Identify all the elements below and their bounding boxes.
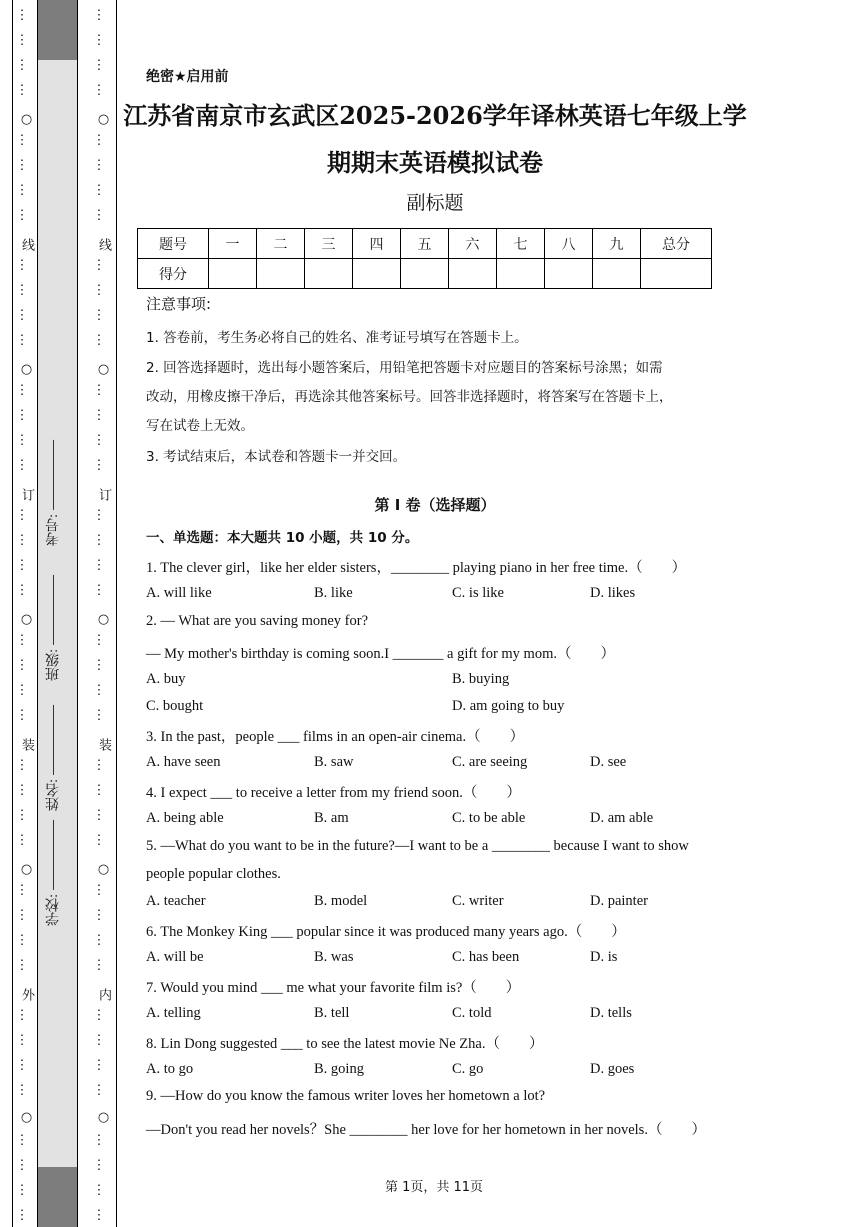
- field-exam-number[interactable]: 考号:: [44, 440, 72, 546]
- inner-margin-dots: ⋮: [92, 1082, 106, 1097]
- outer-margin-dots: ⋮: [15, 1182, 29, 1197]
- secret-mark: 绝密★启用前: [146, 69, 229, 85]
- outer-margin-dots: ⋮: [15, 657, 29, 672]
- question-8-option-a[interactable]: A. to go: [146, 1061, 194, 1077]
- question-2-stem: 2. — What are you saving money for?: [146, 613, 369, 629]
- outer-margin-mark: ○: [19, 112, 34, 127]
- subtitle: 副标题: [406, 192, 464, 214]
- question-8-option-d[interactable]: D. goes: [590, 1061, 635, 1077]
- outer-margin-dots: ⋮: [15, 432, 29, 447]
- inner-margin-dots: ⋮: [92, 1132, 106, 1147]
- outer-margin-mark: 装: [19, 738, 34, 751]
- question-4-stem: 4. I expect ___ to receive a letter from my friend soon.（ ）: [146, 785, 521, 801]
- question-4-option-d[interactable]: D. am able: [590, 810, 654, 826]
- score-input-cell[interactable]: [545, 259, 593, 289]
- inner-margin-mark: 线: [96, 238, 111, 251]
- inner-margin-dots: ⋮: [92, 257, 106, 272]
- inner-margin-dots: ⋮: [92, 32, 106, 47]
- question-3-stem: 3. In the past，people ___ films in an open-air cinema.（ ）: [146, 729, 525, 745]
- outer-margin-mark: ○: [19, 612, 34, 627]
- question-6-option-a[interactable]: A. will be: [146, 949, 204, 965]
- question-5-option-b[interactable]: B. model: [314, 893, 368, 909]
- inner-margin-dots: ⋮: [92, 882, 106, 897]
- margin-rule-right: [116, 0, 117, 1227]
- score-cell: 九: [593, 229, 641, 259]
- question-8-option-c[interactable]: C. go: [452, 1061, 484, 1077]
- inner-margin-mark: ○: [96, 362, 111, 377]
- inner-margin-dots: ⋮: [92, 757, 106, 772]
- inner-margin-mark: ○: [96, 612, 111, 627]
- outer-margin-dots: ⋮: [15, 757, 29, 772]
- score-cell: 三: [305, 229, 353, 259]
- score-cell: 题号: [138, 229, 209, 259]
- outer-margin-dots: ⋮: [15, 782, 29, 797]
- inner-margin-dots: ⋮: [92, 707, 106, 722]
- question-4-option-b[interactable]: B. am: [314, 810, 349, 826]
- inner-margin-dots: ⋮: [92, 1157, 106, 1172]
- outer-margin-mark: ○: [19, 862, 34, 877]
- question-5-option-d[interactable]: D. painter: [590, 893, 648, 909]
- score-input-cell[interactable]: [209, 259, 257, 289]
- inner-margin-dots: ⋮: [92, 132, 106, 147]
- score-cell: 一: [209, 229, 257, 259]
- field-class[interactable]: 班级:: [44, 575, 72, 681]
- outer-margin-mark: ○: [19, 1110, 34, 1125]
- score-input-cell[interactable]: [257, 259, 305, 289]
- score-input-cell[interactable]: [401, 259, 449, 289]
- score-cell: 八: [545, 229, 593, 259]
- question-7-stem: 7. Would you mind ___ me what your favorite film is?（ ）: [146, 980, 521, 996]
- margin-band-cap-top: [38, 0, 77, 60]
- outer-margin-dots: ⋮: [15, 7, 29, 22]
- inner-margin-dots: ⋮: [92, 532, 106, 547]
- inner-margin-mark: 装: [96, 738, 111, 751]
- inner-margin-dots: ⋮: [92, 207, 106, 222]
- outer-margin-dots: ⋮: [15, 932, 29, 947]
- part-title: 第 I 卷（选择题）: [374, 496, 496, 514]
- inner-margin-dots: ⋮: [92, 932, 106, 947]
- outer-margin-dots: ⋮: [15, 1007, 29, 1022]
- inner-margin-dots: ⋮: [92, 557, 106, 572]
- page-footer: 第 1页，共 11页: [384, 1180, 484, 1195]
- inner-margin-dots: ⋮: [92, 1182, 106, 1197]
- page-title-line2: 期期末英语模拟试卷: [327, 148, 543, 177]
- inner-margin-dots: ⋮: [92, 807, 106, 822]
- outer-margin-dots: ⋮: [15, 382, 29, 397]
- outer-margin-mark: ○: [19, 362, 34, 377]
- question-1-option-c[interactable]: C. is like: [452, 585, 504, 601]
- question-3-option-a[interactable]: A. have seen: [146, 754, 221, 770]
- question-7-option-a[interactable]: A. telling: [146, 1005, 201, 1021]
- field-name[interactable]: 姓名:: [44, 705, 72, 811]
- question-7-option-b[interactable]: B. tell: [314, 1005, 350, 1021]
- inner-margin-dots: ⋮: [92, 682, 106, 697]
- inner-margin-dots: ⋮: [92, 1032, 106, 1047]
- inner-margin-dots: ⋮: [92, 307, 106, 322]
- outer-margin-dots: ⋮: [15, 82, 29, 97]
- inner-margin-dots: ⋮: [92, 582, 106, 597]
- inner-margin-mark: ○: [96, 112, 111, 127]
- inner-margin-dots: ⋮: [92, 657, 106, 672]
- outer-margin-dots: ⋮: [15, 282, 29, 297]
- inner-margin-dots: ⋮: [92, 157, 106, 172]
- inner-margin-mark: 内: [96, 988, 111, 1001]
- outer-margin-dots: ⋮: [15, 507, 29, 522]
- outer-margin-dots: ⋮: [15, 257, 29, 272]
- inner-margin-dots: ⋮: [92, 507, 106, 522]
- question-9-stem: 9. —How do you know the famous writer loves her hometown a lot?: [146, 1088, 546, 1104]
- question-5-option-c[interactable]: C. writer: [452, 893, 504, 909]
- outer-margin-mark: 外: [19, 988, 34, 1001]
- outer-margin-dots: ⋮: [15, 1057, 29, 1072]
- inner-margin-dots: ⋮: [92, 7, 106, 22]
- outer-margin-dots: ⋮: [15, 707, 29, 722]
- outer-margin-dots: ⋮: [15, 1207, 29, 1222]
- score-cell: 五: [401, 229, 449, 259]
- outer-margin-dots: ⋮: [15, 557, 29, 572]
- outer-margin-dots: ⋮: [15, 1082, 29, 1097]
- inner-margin-dots: ⋮: [92, 407, 106, 422]
- question-5-option-a[interactable]: A. teacher: [146, 893, 206, 909]
- score-input-cell[interactable]: [593, 259, 641, 289]
- question-2-stem-cont: — My mother's birthday is coming soon.I _______ a gift for my mom.（ ）: [146, 646, 615, 662]
- field-school[interactable]: 学校:: [44, 820, 72, 926]
- score-input-cell[interactable]: [353, 259, 401, 289]
- section-heading: 一、单选题：本大题共 10 小题，共 10 分。: [146, 530, 419, 546]
- outer-margin-dots: ⋮: [15, 332, 29, 347]
- outer-margin-dots: ⋮: [15, 1132, 29, 1147]
- outer-margin-dots: ⋮: [15, 157, 29, 172]
- inner-margin-dots: ⋮: [92, 282, 106, 297]
- question-1-option-b[interactable]: B. like: [314, 585, 353, 601]
- question-7-option-d[interactable]: D. tells: [590, 1005, 632, 1021]
- outer-margin-dots: ⋮: [15, 32, 29, 47]
- notice-item-2-cont: 写在试卷上无效。: [146, 418, 254, 434]
- score-cell: 二: [257, 229, 305, 259]
- outer-margin-dots: ⋮: [15, 532, 29, 547]
- outer-margin-dots: ⋮: [15, 807, 29, 822]
- inner-margin-dots: ⋮: [92, 182, 106, 197]
- inner-margin-dots: ⋮: [92, 82, 106, 97]
- score-input-cell[interactable]: [305, 259, 353, 289]
- outer-margin-dots: ⋮: [15, 832, 29, 847]
- outer-margin-mark: 订: [19, 488, 34, 501]
- notice-item-3: 3. 考试结束后，本试卷和答题卡一并交回。: [146, 449, 407, 465]
- notice-item-1: 1. 答卷前，考生务必将自己的姓名、准考证号填写在答题卡上。: [146, 330, 528, 346]
- question-3-option-b[interactable]: B. saw: [314, 754, 354, 770]
- inner-margin-dots: ⋮: [92, 1057, 106, 1072]
- inner-margin-dots: ⋮: [92, 57, 106, 72]
- outer-margin-dots: ⋮: [15, 1157, 29, 1172]
- question-6-stem: 6. The Monkey King ___ popular since it was produced many years ago.（ ）: [146, 924, 626, 940]
- inner-margin-dots: ⋮: [92, 632, 106, 647]
- question-2-option-b[interactable]: B. buying: [452, 671, 510, 687]
- inner-margin-dots: ⋮: [92, 332, 106, 347]
- question-7-option-c[interactable]: C. told: [452, 1005, 492, 1021]
- outer-margin-dots: ⋮: [15, 457, 29, 472]
- page-title-line1: 江苏省南京市玄武区2025-2026学年译林英语七年级上学: [123, 101, 747, 130]
- outer-margin-dots: ⋮: [15, 1032, 29, 1047]
- question-1-option-a[interactable]: A. will like: [146, 585, 212, 601]
- score-table: [137, 228, 712, 289]
- outer-margin-dots: ⋮: [15, 307, 29, 322]
- question-3-option-c[interactable]: C. are seeing: [452, 754, 528, 770]
- question-2-option-a[interactable]: A. buy: [146, 671, 186, 687]
- question-5-stem-cont: people popular clothes.: [146, 866, 281, 882]
- inner-margin-dots: ⋮: [92, 957, 106, 972]
- outer-margin-dots: ⋮: [15, 407, 29, 422]
- inner-margin-dots: ⋮: [92, 907, 106, 922]
- score-table-score-row: [138, 259, 712, 289]
- inner-margin-dots: ⋮: [92, 457, 106, 472]
- question-3-option-d[interactable]: D. see: [590, 754, 627, 770]
- score-input-cell[interactable]: [641, 259, 712, 289]
- inner-margin-mark: ○: [96, 862, 111, 877]
- question-8-stem: 8. Lin Dong suggested ___ to see the latest movie Ne Zha.（ ）: [146, 1036, 544, 1052]
- outer-margin-mark: 线: [19, 238, 34, 251]
- question-6-option-d[interactable]: D. is: [590, 949, 618, 965]
- inner-margin-dots: ⋮: [92, 432, 106, 447]
- score-input-cell[interactable]: [497, 259, 545, 289]
- score-cell: 六: [449, 229, 497, 259]
- score-cell: 七: [497, 229, 545, 259]
- inner-margin-mark: 订: [96, 488, 111, 501]
- score-row-label: 得分: [138, 259, 209, 289]
- notice-item-2: 2. 回答选择题时，选出每小题答案后，用铅笔把答题卡对应题目的答案标号涂黑；如需: [146, 360, 663, 376]
- question-9-stem-cont: —Don't you read her novels？She ________ her love for her hometown in her novels.（ ）: [146, 1122, 706, 1138]
- inner-margin-dots: ⋮: [92, 1207, 106, 1222]
- outer-margin-dots: ⋮: [15, 582, 29, 597]
- question-1-stem: 1. The clever girl，like her elder sisters，________ playing piano in her free time.（ ）: [146, 560, 687, 576]
- outer-margin-dots: ⋮: [15, 207, 29, 222]
- outer-margin-dots: ⋮: [15, 957, 29, 972]
- question-2-option-c[interactable]: C. bought: [146, 698, 204, 714]
- inner-margin-mark: ○: [96, 1110, 111, 1125]
- question-1-option-d[interactable]: D. likes: [590, 585, 636, 601]
- outer-margin-dots: ⋮: [15, 132, 29, 147]
- notice-item-2-cont: 改动，用橡皮擦干净后，再选涂其他答案标号。回答非选择题时，将答案写在答题卡上，: [146, 389, 673, 405]
- notice-heading: 注意事项:: [146, 295, 212, 313]
- outer-margin-dots: ⋮: [15, 907, 29, 922]
- outer-margin-dots: ⋮: [15, 682, 29, 697]
- outer-margin-dots: ⋮: [15, 57, 29, 72]
- outer-margin-dots: ⋮: [15, 182, 29, 197]
- score-cell: 总分: [641, 229, 712, 259]
- question-6-option-b[interactable]: B. was: [314, 949, 354, 965]
- inner-margin-dots: ⋮: [92, 1007, 106, 1022]
- inner-margin-dots: ⋮: [92, 382, 106, 397]
- question-5-stem: 5. —What do you want to be in the future?—I want to be a ________ because I want to show: [146, 838, 689, 854]
- inner-margin-dots: ⋮: [92, 832, 106, 847]
- question-6-option-c[interactable]: C. has been: [452, 949, 520, 965]
- question-4-option-a[interactable]: A. being able: [146, 810, 224, 826]
- question-2-option-d[interactable]: D. am going to buy: [452, 698, 565, 714]
- outer-margin-dots: ⋮: [15, 632, 29, 647]
- question-4-option-c[interactable]: C. to be able: [452, 810, 526, 826]
- score-cell: 四: [353, 229, 401, 259]
- inner-margin-dots: ⋮: [92, 782, 106, 797]
- score-input-cell[interactable]: [449, 259, 497, 289]
- question-8-option-b[interactable]: B. going: [314, 1061, 364, 1077]
- outer-margin-dots: ⋮: [15, 882, 29, 897]
- score-table-header-row: [138, 229, 712, 259]
